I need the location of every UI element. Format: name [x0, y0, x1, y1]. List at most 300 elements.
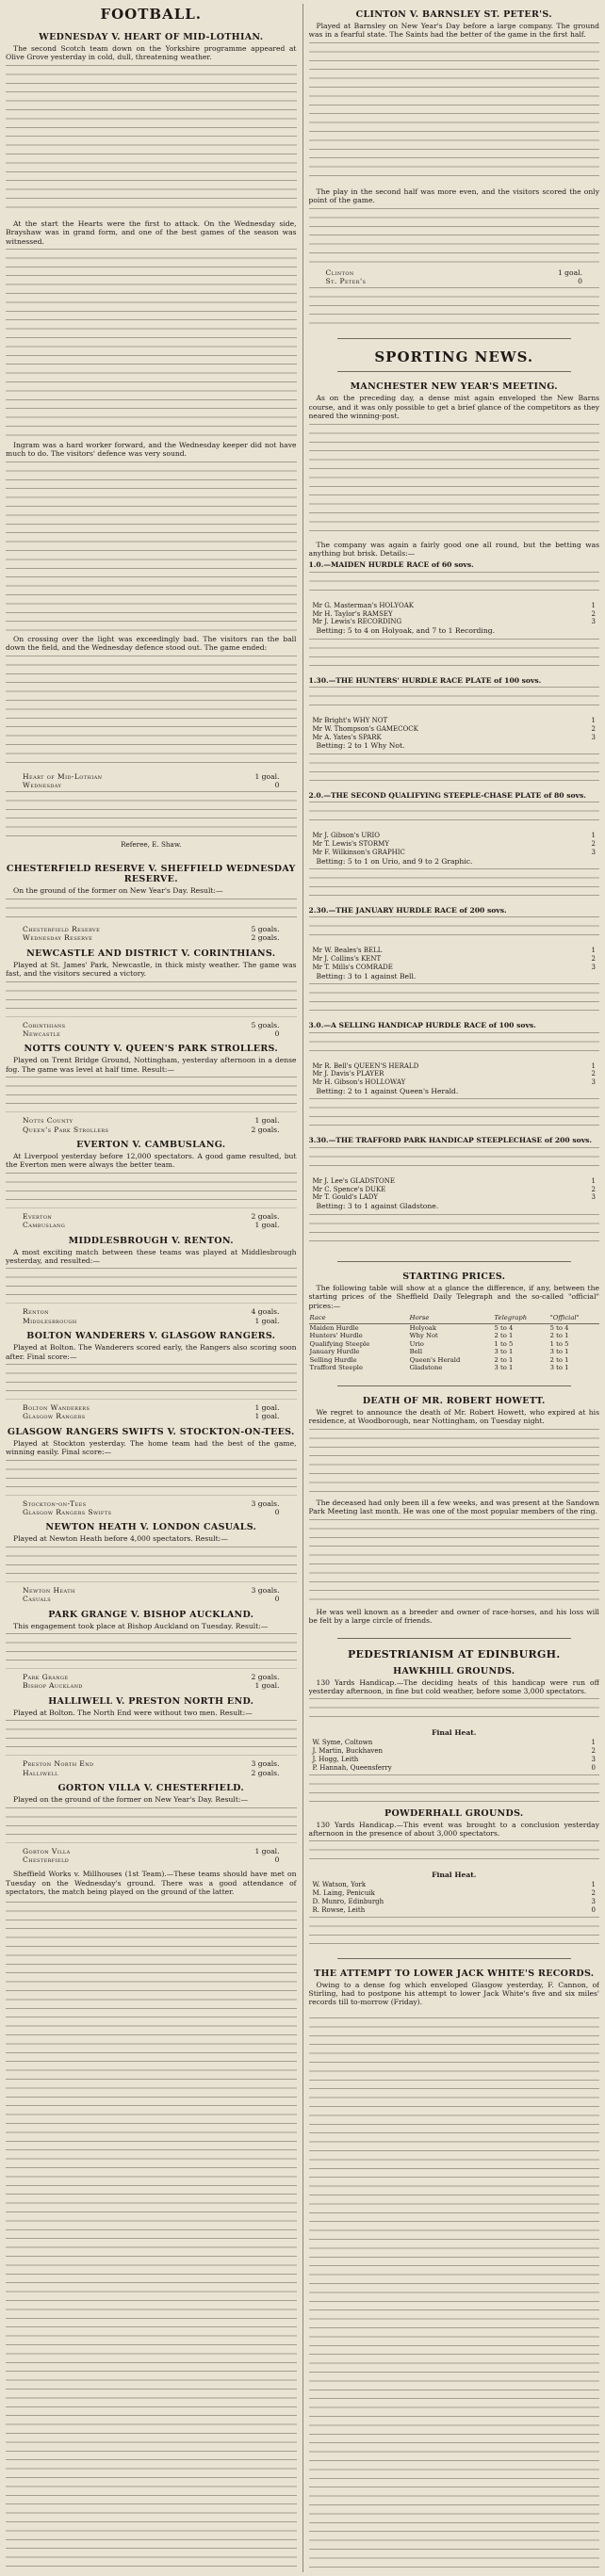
runner-name: Mr T. Lewis's STORMY	[312, 840, 389, 849]
table-cell: Gladstone	[409, 1364, 443, 1372]
result-line	[6, 1681, 297, 1690]
score: 1 goal.	[254, 1221, 280, 1230]
football-section-title: FOOTBALL.	[100, 6, 203, 23]
team-name: Notts County	[23, 1116, 74, 1126]
section-rule	[337, 371, 572, 372]
runner-name: M. Laing, Penicuik	[312, 1889, 375, 1898]
runner-name: Mr A. Yates's SPARK	[312, 733, 382, 741]
team-name: Corinthians	[23, 1020, 66, 1029]
runner-name: W. Syme, Coltown	[312, 1739, 373, 1747]
text-block	[309, 1698, 600, 1725]
team-name: Casuals	[23, 1595, 52, 1604]
runner-line	[309, 1193, 600, 1202]
text-block	[309, 1917, 600, 1945]
match-headline: HALLIWELL V. PRESTON NORTH END.	[48, 1695, 254, 1707]
runner-place: 2	[591, 1185, 596, 1193]
text-block	[6, 1547, 297, 1582]
race-conditions	[309, 1032, 600, 1059]
score: 2 goals.	[251, 1673, 280, 1682]
race-title: 2.30.—THE JANUARY HURDLE RACE of 200 sovs.	[308, 906, 507, 915]
match-headline: NEWCASTLE AND DISTRICT V. CORINTHIANS.	[26, 948, 276, 959]
runner-place: 2	[591, 1747, 596, 1756]
runner-name: Mr J. Collins's KENT	[312, 955, 382, 964]
race-betting: Betting: 2 to 1 Why Not.	[316, 741, 405, 751]
result-line	[6, 1586, 297, 1595]
lead-article	[6, 26, 297, 852]
team-name: Bolton Wanderers	[23, 1403, 90, 1412]
column-header: Telegraph	[494, 1313, 549, 1323]
match-report	[6, 1522, 297, 1603]
match-text: Played at Bolton. The Wanderers scored early, the Rangers also scoring soon after. Final score:—	[6, 1343, 297, 1361]
text-block	[6, 981, 297, 1017]
result-line	[6, 925, 297, 933]
runner-place: 3	[591, 618, 596, 626]
runner-name: Mr J. Lee's GLADSTONE	[312, 1176, 395, 1185]
text-block	[6, 1364, 297, 1400]
table-cell: 3 to 1	[494, 1364, 514, 1372]
race-conditions	[309, 687, 600, 713]
final-article	[309, 1963, 600, 2010]
column-header: Horse	[409, 1313, 494, 1323]
match-headline: BOLTON WANDERERS V. GLASGOW RANGERS.	[26, 1331, 276, 1342]
right-column	[309, 4, 600, 2572]
table-row	[309, 1348, 600, 1356]
clinton-article	[309, 4, 600, 329]
meeting-paragraph: As on the preceding day, a dense mist again enveloped the New Barns course, and it was only possible to get a brief glance of the competitors as they neared the winning-post.	[308, 394, 599, 421]
race-title: 2.0.—THE SECOND QUALIFYING STEEPLE-CHASE PLATE of 80 sovs.	[308, 790, 586, 800]
ground-block	[309, 1666, 600, 1803]
death-article	[309, 1390, 600, 1628]
race-block	[309, 791, 600, 902]
match-text: On the ground of the former on New Year's Day. Result:—	[13, 886, 223, 896]
match-report	[6, 1696, 297, 1777]
score: 1 goal.	[254, 771, 280, 781]
race-title: 3.0.—A SELLING HANDICAP HURDLE RACE of 100 sovs.	[308, 1021, 536, 1030]
runner-line	[309, 1078, 600, 1087]
runner-line	[309, 849, 600, 857]
score: 0	[274, 1855, 280, 1864]
runner-line	[309, 1177, 600, 1186]
match-headline: GLASGOW RANGERS SWIFTS V. STOCKTON-ON-TEES.	[7, 1426, 295, 1437]
death-paragraph: He was well known as a breeder and owner of race-horses, and his loss will be felt by a large circle of friends.	[308, 1607, 599, 1626]
text-block	[6, 1268, 297, 1304]
table-row	[309, 1364, 600, 1372]
ground-name: POWDERHALL GROUNDS.	[384, 1807, 524, 1819]
team-name: Glasgow Rangers	[23, 1412, 86, 1421]
ground-name: HAWKHILL GROUNDS.	[393, 1665, 515, 1677]
runner-line	[309, 1898, 600, 1906]
lead-paragraph: The second Scotch team down on the Yorkshire programme appeared at Olive Grove yesterday in cold, dull, threatening weather.	[6, 44, 297, 62]
race-report	[309, 983, 600, 1017]
starting-prices-table	[309, 1313, 600, 1372]
score: 3 goals.	[251, 1499, 280, 1508]
score: 5 goals.	[251, 1020, 280, 1029]
team-name: Cambuslang	[23, 1221, 66, 1230]
section-rule	[337, 338, 572, 339]
text-block	[309, 1429, 600, 1495]
runner-name: Mr W. Beales's BELL	[312, 947, 383, 955]
match-text: Played at Bolton. The North End were without two men. Result:—	[13, 1708, 253, 1717]
table-cell: 3 to 1	[494, 1348, 514, 1356]
runner-line	[309, 1070, 600, 1078]
runner-name: Mr G. Masterman's HOLYOAK	[312, 601, 415, 609]
text-block	[309, 287, 600, 325]
race-block	[309, 1136, 600, 1247]
text-block	[309, 2017, 600, 2572]
score: 0	[274, 1595, 280, 1604]
match-report	[6, 1140, 297, 1230]
team-name: Glasgow Rangers Swifts	[23, 1508, 112, 1517]
runner-place: 3	[591, 1078, 596, 1087]
match-text: A most exciting match between these teams was played at Middlesbrough yesterday, and resulted:—	[6, 1247, 297, 1265]
team-name: Bishop Auckland	[23, 1681, 83, 1691]
text-block	[6, 65, 297, 216]
text-block	[6, 249, 297, 437]
runner-place: 1	[591, 601, 596, 609]
race-title: 1.0.—MAIDEN HURDLE RACE of 60 sovs.	[308, 560, 474, 570]
runner-line	[309, 947, 600, 955]
text-block	[6, 899, 297, 921]
text-block	[6, 1633, 297, 1669]
text-block	[6, 656, 297, 769]
text-block	[309, 1840, 600, 1867]
result-line	[6, 1769, 297, 1777]
score: 1 goal.	[254, 1412, 280, 1421]
clinton-paragraph: Played at Barnsley on New Year's Day before a large company. The ground was in a fearful state. The Saints had the better of the game in the first half.	[308, 22, 599, 40]
section-rule	[337, 1385, 572, 1386]
runner-line	[309, 618, 600, 626]
table-cell: 2 to 1	[494, 1355, 514, 1364]
clinton-paragraph: The play in the second half was more even, and the visitors scored the only point of the game.	[308, 186, 599, 205]
table-row	[309, 1323, 600, 1332]
table-cell: 1 to 5	[549, 1339, 569, 1348]
final-heat-label: Final Heat.	[432, 1728, 477, 1738]
text-block	[6, 1173, 297, 1208]
runner-line	[309, 1764, 600, 1773]
runner-place: 1	[591, 947, 596, 955]
table-cell: Urio	[409, 1339, 424, 1348]
team-name: Newton Heath	[23, 1585, 75, 1595]
table-cell: January Hurdle	[309, 1348, 360, 1356]
team-lists	[6, 791, 297, 836]
team-name: Renton	[23, 1307, 49, 1317]
result-line	[6, 1126, 297, 1134]
race-conditions	[309, 802, 600, 828]
team-name: Newcastle	[23, 1029, 61, 1038]
runner-name: J. Martin, Buckhaven	[312, 1747, 384, 1756]
runner-name: Mr Bright's WHY NOT	[312, 717, 388, 725]
result-line	[6, 933, 297, 942]
text-block	[6, 1902, 297, 2572]
text-block	[6, 462, 297, 631]
meeting-paragraph: The company was again a fairly good one all round, but the betting was anything but brisk. Details:—	[308, 540, 599, 559]
runner-place: 1	[591, 832, 596, 840]
runner-place: 0	[591, 1905, 596, 1914]
table-cell: Hunters' Hurdle	[309, 1332, 363, 1340]
starting-prices-headline: STARTING PRICES.	[402, 1271, 506, 1282]
score: 3 goals.	[251, 1585, 280, 1595]
runner-name: Mr J. Davis's PLAYER	[312, 1070, 384, 1078]
runner-place: 2	[591, 609, 596, 618]
text-block	[6, 1077, 297, 1112]
starting-prices-intro: The following table will show at a glance the difference, if any, between the starting prices of the Sheffield Daily Telegraph and the so-called "official" prices:—	[308, 1283, 599, 1310]
result-line	[6, 1021, 297, 1029]
score: 0	[578, 277, 582, 286]
runner-place: 1	[591, 1739, 596, 1747]
match-text: Played on the ground of the former on New Year's Day. Result:—	[13, 1795, 249, 1805]
table-body	[309, 1323, 600, 1372]
text-block	[309, 42, 600, 184]
table-cell: 2 to 1	[549, 1355, 569, 1364]
runner-place: 1	[591, 1881, 596, 1889]
lead-headline: WEDNESDAY V. HEART OF MID-LOTHIAN.	[39, 32, 264, 42]
team-name: Heart of Mid-Lothian	[23, 771, 103, 781]
runner-name: Mr J. Gibson's URIO	[312, 832, 380, 840]
race-betting: Betting: 5 to 4 on Holyoak, and 7 to 1 Recording.	[316, 626, 496, 636]
race-report	[309, 1214, 600, 1248]
lead-paragraph: Ingram was a hard worker forward, and the Wednesday keeper did not have much to do. The visitors' defence was very sound.	[6, 441, 297, 459]
text-block	[309, 1774, 600, 1803]
runner-name: J. Hogg, Leith	[312, 1755, 359, 1763]
lead-paragraph: At the start the Hearts were the first to attack. On the Wednesday side, Brayshaw was in grand form, and one of the best games of the season was witnessed.	[6, 219, 297, 246]
death-paragraph: The deceased had only been ill a few weeks, and was present at the Sandown Park Meeting last month. He was one of the most popular members of the ring.	[308, 1498, 599, 1516]
race-block	[309, 676, 600, 787]
team-name: Gorton Villa	[23, 1846, 71, 1855]
race-betting: Betting: 3 to 1 against Bell.	[316, 971, 417, 980]
score: 4 goals.	[251, 1307, 280, 1317]
runner-place: 2	[591, 1889, 596, 1898]
match-report	[6, 948, 297, 1039]
runner-name: Mr H. Gibson's HOLLOWAY	[312, 1078, 406, 1087]
clinton-headline: CLINTON V. BARNSLEY ST. PETER'S.	[355, 9, 552, 20]
runner-name: Mr R. Bell's QUEEN'S HERALD	[312, 1061, 419, 1070]
table-row	[309, 1356, 600, 1365]
sporting-news-title: SPORTING NEWS.	[374, 348, 534, 366]
score: 0	[274, 1508, 280, 1517]
race-betting: Betting: 2 to 1 against Queen's Herald.	[316, 1087, 459, 1096]
table-cell: 5 to 4	[494, 1323, 514, 1332]
runner-line	[309, 832, 600, 840]
runner-line	[309, 840, 600, 849]
text-block	[6, 1460, 297, 1496]
table-cell: Holyoak	[409, 1323, 436, 1332]
runner-place: 2	[591, 724, 596, 733]
runner-line	[309, 734, 600, 742]
match-text: Played on Trent Bridge Ground, Nottingham, yesterday afternoon in a dense fog. The game was level at half time. Result:—	[6, 1056, 297, 1074]
result-line	[6, 1508, 297, 1516]
race-report	[309, 753, 600, 787]
score: 2 goals.	[251, 933, 280, 943]
lead-paragraph: On crossing over the light was exceedingly bad. The visitors ran the ball down the field, and the Wednesday defence stood out. The game ended:	[6, 634, 297, 653]
runner-place: 2	[591, 1070, 596, 1078]
runner-line	[309, 1756, 600, 1764]
runner-line	[309, 717, 600, 725]
runner-place: 1	[591, 1061, 596, 1070]
match-report	[6, 864, 297, 942]
result-line	[6, 1595, 297, 1603]
team-name: St. Peter's	[325, 277, 367, 286]
ground-text: 130 Yards Handicap.—This event was brought to a conclusion yesterday afternoon in the presence of about 3,000 spectators.	[308, 1820, 599, 1838]
score: 1 goal.	[254, 1681, 280, 1691]
death-paragraph: We regret to announce the death of Mr. Robert Howett, who expired at his residence, at Woodborough, near Nottingham, on Tuesday night.	[308, 1408, 599, 1426]
column-header: Race	[309, 1313, 409, 1323]
race-conditions	[309, 572, 600, 598]
ground-text: 130 Yards Handicap.—The deciding heats of this handicap were run off yesterday afternoon, in fine but cold weather, before some 3,000 spectators.	[308, 1677, 599, 1695]
race-results	[309, 560, 600, 1247]
runner-name: Mr H. Taylor's RAMSEY	[312, 609, 393, 618]
match-headline: NOTTS COUNTY V. QUEEN'S PARK STROLLERS.	[24, 1044, 278, 1055]
runner-place: 2	[591, 840, 596, 849]
text-block	[309, 424, 600, 537]
runner-name: Mr F. Wilkinson's GRAPHIC	[312, 848, 405, 856]
table-header-row	[309, 1313, 600, 1323]
runner-name: Mr C. Spence's DUKE	[312, 1185, 386, 1193]
runner-line	[309, 955, 600, 964]
team-name: Clinton	[325, 267, 354, 277]
table-cell: 5 to 4	[549, 1323, 569, 1332]
closing-paragraph: Sheffield Works v. Millhouses (1st Team).—These teams should have met on Tuesday on the Wednesday's ground. There was a good attendance of spectators, the match being played on the ground of the latter.	[6, 1870, 297, 1897]
score: 5 goals.	[251, 924, 280, 933]
runner-line	[309, 1739, 600, 1747]
runner-place: 3	[591, 733, 596, 741]
result-line	[6, 1412, 297, 1420]
match-headline: CHESTERFIELD RESERVE V. SHEFFIELD WEDNESDAY RESERVE.	[6, 864, 296, 885]
table-cell: Trafford Steeple	[309, 1364, 363, 1372]
result-line	[6, 1403, 297, 1412]
result-line	[6, 1759, 297, 1768]
result-line	[6, 1116, 297, 1125]
match-report	[6, 1236, 297, 1326]
table-cell: 3 to 1	[549, 1348, 569, 1356]
runner-line	[309, 602, 600, 610]
final-headline: THE ATTEMPT TO LOWER JACK WHITE'S RECORDS.	[314, 1968, 595, 1979]
text-block	[6, 1720, 297, 1756]
match-report	[6, 1044, 297, 1134]
table-cell: Maiden Hurdle	[309, 1323, 359, 1332]
match-text: At Liverpool yesterday before 12,000 spectators. A good game resulted, but the Everton men were always the better team.	[6, 1151, 297, 1170]
runner-line	[309, 1906, 600, 1915]
result-line	[6, 1847, 297, 1855]
runner-name: Mr W. Thompson's GAMECOCK	[312, 724, 418, 733]
referee: Referee, E. Shaw.	[121, 840, 182, 850]
result-line	[6, 772, 297, 781]
runner-name: W. Watson, York	[312, 1881, 367, 1889]
table-cell: Queen's Herald	[409, 1355, 461, 1364]
final-heat-label: Final Heat.	[432, 1871, 477, 1880]
match-text: Played at Stockton yesterday. The home team had the best of the game, winning easily. Final score:—	[6, 1438, 297, 1457]
match-report	[6, 1427, 297, 1517]
match-text: Played at St. James' Park, Newcastle, in thick misty weather. The game was fast, and the visitors secured a victory.	[6, 960, 297, 979]
left-column	[6, 4, 303, 2572]
team-name: Wednesday Reserve	[23, 933, 93, 943]
section-rule	[337, 1958, 572, 1959]
race-betting: Betting: 3 to 1 against Gladstone.	[316, 1202, 439, 1211]
pedestrianism-headline: PEDESTRIANISM AT EDINBURGH.	[347, 1647, 561, 1661]
runner-name: Mr J. Lewis's RECORDING	[312, 618, 402, 626]
match-headline: MIDDLESBROUGH V. RENTON.	[68, 1235, 234, 1246]
result-line	[6, 1499, 297, 1508]
result-line	[6, 1673, 297, 1681]
score: 0	[274, 781, 280, 790]
runner-place: 3	[591, 1897, 596, 1905]
match-headline: EVERTON V. CAMBUSLANG.	[76, 1139, 226, 1150]
runner-name: Mr T. Gould's LADY	[312, 1193, 379, 1202]
runner-line	[309, 1747, 600, 1756]
result-line	[6, 1029, 297, 1038]
score: 1 goal.	[254, 1116, 280, 1126]
race-report	[309, 1098, 600, 1132]
result-line	[6, 1221, 297, 1229]
race-report	[309, 868, 600, 902]
runner-line	[309, 964, 600, 972]
runner-place: 1	[591, 717, 596, 725]
pedestrianism-article	[309, 1643, 600, 1949]
runner-place: 3	[591, 848, 596, 856]
match-headline: NEWTON HEATH V. LONDON CASUALS.	[45, 1522, 257, 1533]
race-betting: Betting: 5 to 1 on Urio, and 9 to 2 Graphic.	[316, 856, 473, 866]
meeting-article	[309, 376, 600, 1251]
death-headline: DEATH OF MR. ROBERT HOWETT.	[362, 1396, 546, 1407]
score: 2 goals.	[251, 1125, 280, 1134]
runner-name: R. Rowse, Leith	[312, 1905, 366, 1914]
runner-line	[309, 1889, 600, 1898]
result-line	[6, 1307, 297, 1316]
section-rule	[337, 1261, 572, 1262]
score: 1 goal.	[254, 1846, 280, 1855]
runner-place: 3	[591, 964, 596, 972]
race-report	[309, 639, 600, 672]
team-name: Halliwell	[23, 1768, 58, 1777]
result-line	[309, 268, 600, 277]
table-cell: Why Not	[409, 1332, 438, 1340]
grounds	[309, 1666, 600, 1945]
runner-name: Mr T. Mills's COMRADE	[312, 964, 393, 972]
team-name: Stockton-on-Tees	[23, 1499, 87, 1508]
race-block	[309, 560, 600, 672]
score: 2 goals.	[251, 1768, 280, 1777]
team-name: Everton	[23, 1211, 53, 1221]
starting-prices-article	[309, 1266, 600, 1376]
race-block	[309, 906, 600, 1017]
runner-line	[309, 1062, 600, 1071]
score: 0	[274, 1029, 280, 1038]
table-cell: 2 to 1	[494, 1332, 514, 1340]
score: 1 goal.	[254, 1403, 280, 1412]
team-name: Wednesday	[23, 781, 62, 790]
race-title: 3.30.—THE TRAFFORD PARK HANDICAP STEEPLECHASE of 200 sovs.	[308, 1136, 593, 1145]
team-name: Queen's Park Strollers	[23, 1125, 109, 1134]
result-line	[6, 1317, 297, 1325]
runner-place: 0	[591, 1763, 596, 1772]
text-block	[309, 1519, 600, 1604]
table-row	[309, 1340, 600, 1349]
match-report	[6, 1610, 297, 1691]
runner-place: 2	[591, 955, 596, 964]
table-cell: Selling Hurdle	[309, 1355, 357, 1364]
runner-place: 1	[591, 1176, 596, 1185]
runner-line	[309, 1881, 600, 1889]
race-title: 1.30.—THE HUNTERS' HURDLE RACE PLATE of 100 sovs.	[308, 675, 542, 685]
section-rule	[337, 1638, 572, 1639]
result-line	[6, 1212, 297, 1221]
table-cell: 3 to 1	[549, 1364, 569, 1372]
team-name: Park Grange	[23, 1673, 69, 1682]
match-text: This engagement took place at Bishop Auckland on Tuesday. Result:—	[13, 1621, 269, 1630]
score: 2 goals.	[251, 1211, 280, 1221]
match-headline: GORTON VILLA V. CHESTERFIELD.	[57, 1783, 244, 1794]
runner-name: P. Hannah, Queensferry	[312, 1763, 392, 1772]
team-name: Chesterfield	[23, 1855, 70, 1864]
